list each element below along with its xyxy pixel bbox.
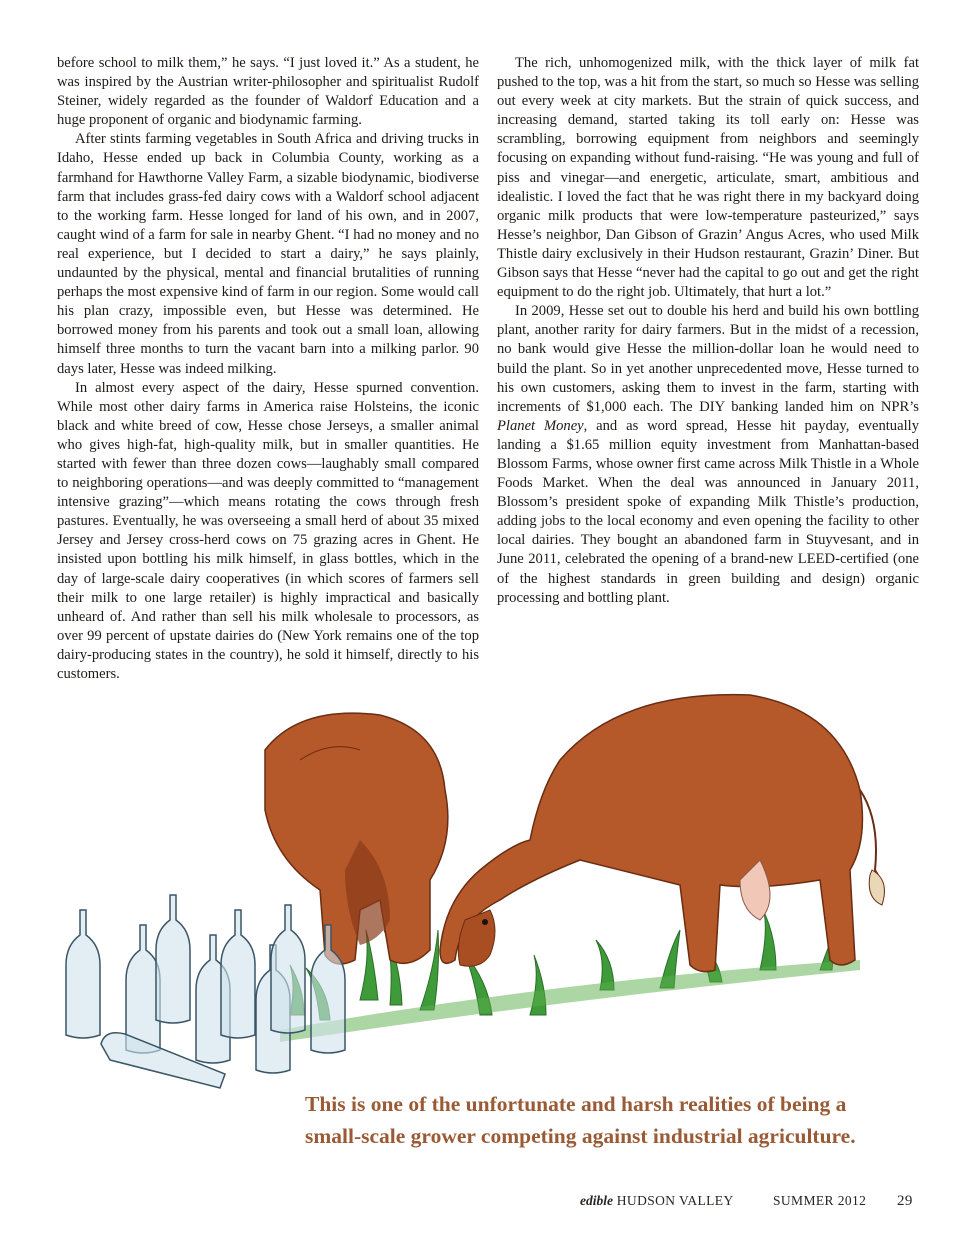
publication-name-rest: HUDSON VALLEY [613, 1193, 734, 1208]
bottle-2 [126, 925, 160, 1053]
milk-bottles [66, 895, 345, 1088]
paragraph-milk-success: The rich, unhomogenized milk, with the thick layer of milk fat pushed to the top, was a hit from the start, so much so Hesse was selling out every week at city markets. But the strain of quick success, and increasing demand, started taking its toll early on: Hesse was scrambling, borrowing equipment from neighbors and seemingly focusing on expanding without fund-raising. “He was young and full of piss and vinegar—and energetic, articulate, smart, ambitious and idealistic. I loved the fact that he was right there in my backyard doing organic milk products that were low-temperature pasteurized,” says Hesse’s neighbor, Dan Gibson of Grazin’ Angus Acres, who used Milk Thistle dairy exclusively in their Hudson restaurant, Grazin’ Diner. But Gibson says that Hesse “never had the capital to go out and get the right equipment to do the right job. Ultimately, that hurt a lot.” [497, 55, 919, 301]
left-column [57, 54, 479, 684]
paragraph-hawthorne: After stints farming vegetables in South Africa and driving trucks in Idaho, Hesse ended up back in Columbia County, working as a farmhand for Hawthorne Valley Farm, a sizable biodynamic, biodiverse farm that includes grass-fed dairy cows with a Waldorf school adjacent to the working farm. Hesse longed for land of his own, and in 2007, caught wind of a farm for sale in nearby Ghent. “I had no money and no real experience, but I decided to start a dairy,” he says plainly, undaunted by the physical, mental and financial brutalities of running perhaps the most expensive kind of farm in our region. Some would call his plan crazy, impossible even, but Hesse was determined. He borrowed money from his parents and took out a small loan, allowing himself three months to turn the vacant barn into a milking parlor. 90 days later, Hesse was indeed milking. [57, 131, 479, 377]
publication-name [580, 1193, 734, 1209]
pull-quote [305, 1088, 905, 1152]
bottle-3 [156, 895, 190, 1023]
right-cow [440, 695, 884, 972]
right-column [497, 54, 919, 608]
bottle-5 [221, 910, 255, 1038]
publication-name-edible: edible [580, 1193, 613, 1208]
paragraph-expansion [497, 302, 919, 608]
bottle-1 [66, 910, 100, 1038]
paragraph-expansion-end: , and as word spread, Hesse hit payday, eventually landing a $1.65 million equity investment from Manhattan-based Blossom Farms, whose owner first came across Milk Thistle in a Whole Foods Market. When the deal was announced in January 2011, Blossom’s president spoke of expanding Milk Thistle’s production, adding jobs to the local economy and even opening the facility to other local dairies. They bought an abandoned farm in Stuyvesant, and in June 2011, celebrated the opening of a brand-new LEED-certified (one of the highest standards in green building and design) organic processing and bottling plant. [497, 417, 919, 606]
pull-quote-line-1: This is one of the unfortunate and harsh realities of being a [305, 1092, 847, 1116]
bottle-7 [271, 905, 305, 1033]
cows-and-bottles-illustration [60, 670, 900, 1120]
issue-date: SUMMER 2012 [773, 1193, 867, 1208]
left-cow [265, 713, 448, 964]
pull-quote-line-2: small-scale grower competing against industrial agriculture. [305, 1124, 856, 1148]
paragraph-convention: In almost every aspect of the dairy, Hesse spurned convention. While most other dairy farms in America raise Holsteins, the iconic black and white breed of cow, Hesse chose Jerseys, a smaller animal who gives high-fat, high-quality milk, but in smaller quantities. He started with fewer than three dozen cows—laughably small compared to neighboring operations—and was deeply committed to “management intensive grazing”—which means rotating the cows through fresh pastures. Eventually, he was overseeing a small herd of about 35 mixed Jersey and Jersey cross-herd cows on 75 grazing acres in Ghent. He insisted upon bottling his milk himself, in glass bottles, which in the day of large-scale dairy cooperatives (in which scores of farmers sell their milk to one large retailer) is highly impractical and basically unheard of. And rather than sell his milk wholesale to processors, as over 99 percent of upstate dairies do (New York remains one of the top dairy-producing states in the country), he sold it himself, directly to his customers. [57, 379, 479, 682]
paragraph-intro: before school to milk them,” he says. “I just loved it.” As a student, he was inspired by the Austrian writer-philosopher and spiritualist Rudolf Steiner, widely regarded as the founder of Waldorf Education and a huge proponent of organic and biodynamic farming. [57, 55, 479, 129]
paragraph-expansion-start: In 2009, Hesse set out to double his herd and build his own bottling plant, another rarity for dairy farmers. But in the midst of a recession, no bank would give Hesse the million-dollar loan he would need to build the plant. So in yet another unprecedented move, Hesse turned to his own customers, asking them to invest in the farm, starting with increments of $1,000 each. The DIY banking landed him on NPR’s [497, 303, 919, 415]
planet-money-title: Planet Money [497, 417, 584, 434]
page-number: 29 [897, 1193, 913, 1209]
